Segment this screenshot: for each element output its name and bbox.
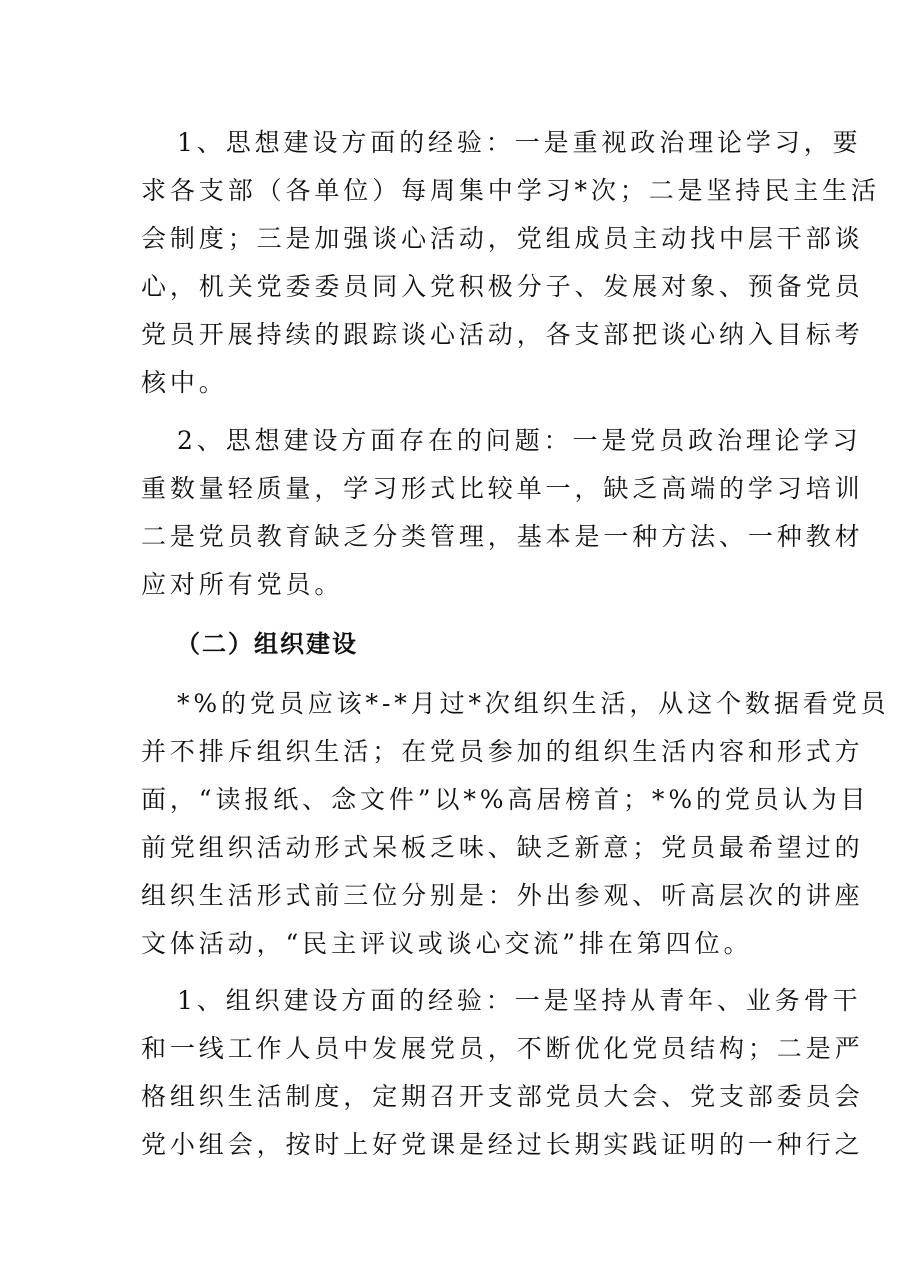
text-line: 1、思想建设方面的经验：一是重视政治理论学习，要 (177, 128, 862, 157)
text-line: 面，“读报纸、念文件”以*%高居榜首；*%的党员认为目 (141, 785, 870, 814)
text-line: 党小组会，按时上好党课是经过长期实践证明的一种行之 (141, 1130, 864, 1159)
text-line: 格组织生活制度，定期召开支部党员大会、党支部委员会 (141, 1082, 864, 1111)
text-line: 党员开展持续的跟踪谈心活动，各支部把谈心纳入目标考 (141, 320, 864, 349)
text-line: 重数量轻质量，学习形式比较单一，缺乏高端的学习培训 (141, 474, 864, 503)
text-line: 1、组织建设方面的经验：一是坚持从青年、业务骨干 (177, 986, 862, 1015)
text-line: 求各支部（各单位）每周集中学习*次；二是坚持民主生活 (141, 176, 880, 205)
text-line: 前党组织活动形式呆板乏味、缺乏新意；党员最希望过的 (141, 833, 864, 862)
paragraph-survey-stats (141, 680, 890, 968)
text-line: 应对所有党员。 (141, 570, 344, 599)
text-line: 组织生活形式前三位分别是：外出参观、听高层次的讲座 (141, 881, 864, 910)
text-line: 和一线工作人员中发展党员，不断优化党员结构；二是严 (141, 1034, 864, 1063)
section-heading: （二）组织建设 (176, 630, 358, 658)
text-line: 文体活动，“民主评议或谈心交流”排在第四位。 (141, 929, 753, 958)
text-line: 心，机关党委委员同入党积极分子、发展对象、预备党员 (141, 272, 864, 301)
paragraph-thought-experience (141, 119, 880, 407)
paragraph-organization-experience (141, 977, 864, 1169)
text-line: 2、思想建设方面存在的问题：一是党员政治理论学习 (177, 426, 862, 455)
text-line: 二是党员教育缺乏分类管理，基本是一种方法、一种教材 (141, 522, 864, 551)
text-line: 核中。 (141, 368, 228, 397)
text-line: 并不排斥组织生活；在党员参加的组织生活内容和形式方 (141, 737, 864, 766)
text-line: *%的党员应该*-*月过*次组织生活，从这个数据看党员 (177, 689, 890, 718)
paragraph-thought-problems (141, 417, 864, 609)
text-line: 会制度；三是加强谈心活动，党组成员主动找中层干部谈 (141, 224, 864, 253)
